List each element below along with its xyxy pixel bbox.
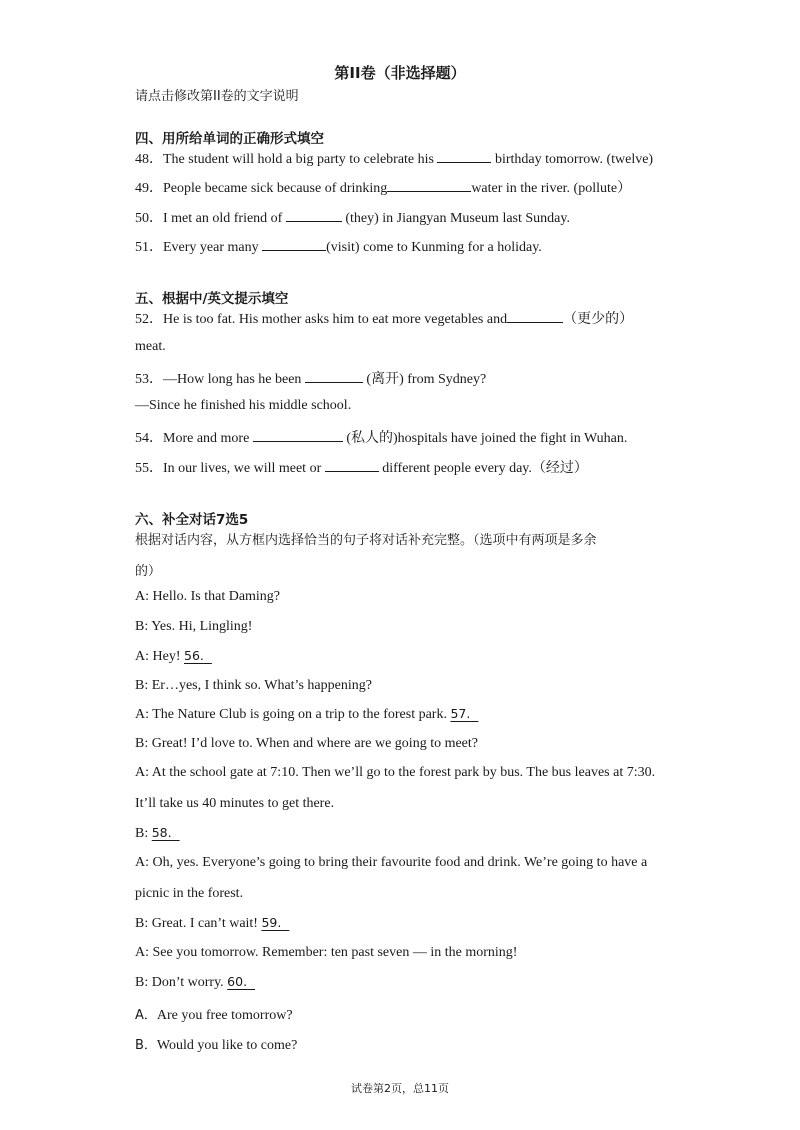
dialogue-line: B: Don’t worry. 60. xyxy=(135,974,248,990)
dialogue-line: B: Great. I can’t wait! 59. xyxy=(135,915,282,931)
option-a: A．Are you free tomorrow? xyxy=(135,1008,293,1023)
section-4-heading: 四、用所给单词的正确形式填空 xyxy=(135,131,324,147)
question-52: 52．He is too fat. His mother asks him to eat more vegetables and （更少的） xyxy=(135,308,633,328)
dialogue-line: B: Yes. Hi, Lingling! xyxy=(135,619,253,634)
question-53-reply: —Since he finished his middle school. xyxy=(135,398,352,413)
blank-59[interactable]: 59. xyxy=(261,915,282,930)
dialogue-line-continued: picnic in the forest. xyxy=(135,886,244,901)
answer-blank[interactable] xyxy=(507,308,563,323)
dialogue-line: B: Great! I’d love to. When and where are we going to meet? xyxy=(135,736,478,751)
question-54: 54．More and more (私人的)hospitals have joined the fight in Wuhan. xyxy=(135,427,627,447)
question-55: 55．In our lives, we will meet or different people every day.（经过） xyxy=(135,457,588,477)
answer-blank[interactable] xyxy=(387,177,471,192)
section-5-heading: 五、根据中/英文提示填空 xyxy=(135,291,289,307)
question-49: 49．People became sick because of drinking water in the river. (pollute） xyxy=(135,177,631,197)
dialogue-line-continued: It’ll take us 40 minutes to get there. xyxy=(135,796,335,811)
blank-56[interactable]: 56. xyxy=(184,648,204,663)
section-6-heading: 六、补全对话7选5 xyxy=(135,512,249,528)
dialogue-line: A: See you tomorrow. Remember: ten past seven — in the morning! xyxy=(135,945,518,960)
dialogue-line: A: At the school gate at 7:10. Then we’ll go to the forest park by bus. The bus leaves at 7:30. xyxy=(135,765,656,780)
dialogue-line: A: The Nature Club is going on a trip to the forest park. 57. xyxy=(135,706,471,722)
dialogue-line: B: Er…yes, I think so. What’s happening? xyxy=(135,678,372,693)
dialogue-line: A: Hey! 56. xyxy=(135,648,204,664)
page-subtitle: 请点击修改第II卷的文字说明 xyxy=(135,89,299,104)
blank-60[interactable]: 60. xyxy=(227,974,248,989)
question-51: 51．Every year many (visit) come to Kunming for a holiday. xyxy=(135,236,542,256)
dialogue-line: A: Oh, yes. Everyone’s going to bring their favourite food and drink. We’re going to have a xyxy=(135,855,648,870)
section-6-instruction-continued: 的） xyxy=(135,564,162,579)
question-53: 53．—How long has he been (离开) from Sydney? xyxy=(135,368,486,388)
blank-58[interactable]: 58. xyxy=(151,825,172,840)
question-48: 48．The student will hold a big party to celebrate his birthday tomorrow. (twelve) xyxy=(135,148,653,168)
dialogue-line: B: 58. xyxy=(135,825,172,841)
section-6-instruction: 根据对话内容，从方框内选择恰当的句子将对话补充完整。（选项中有两项是多余 xyxy=(135,533,597,548)
dialogue-line: A: Hello. Is that Daming? xyxy=(135,589,281,604)
question-52-continued: meat. xyxy=(135,339,166,354)
answer-blank[interactable] xyxy=(437,148,491,163)
option-b: B．Would you like to come? xyxy=(135,1038,298,1053)
answer-blank[interactable] xyxy=(286,207,342,222)
page-footer: 试卷第2页，总11页 xyxy=(351,1082,449,1095)
question-50: 50．I met an old friend of (they) in Jiangyan Museum last Sunday. xyxy=(135,207,570,227)
answer-blank[interactable] xyxy=(253,427,343,442)
answer-blank[interactable] xyxy=(305,368,363,383)
blank-57[interactable]: 57. xyxy=(450,706,471,721)
answer-blank[interactable] xyxy=(262,236,326,251)
answer-blank[interactable] xyxy=(325,457,379,472)
page-title: 第II卷（非选择题） xyxy=(334,64,466,82)
